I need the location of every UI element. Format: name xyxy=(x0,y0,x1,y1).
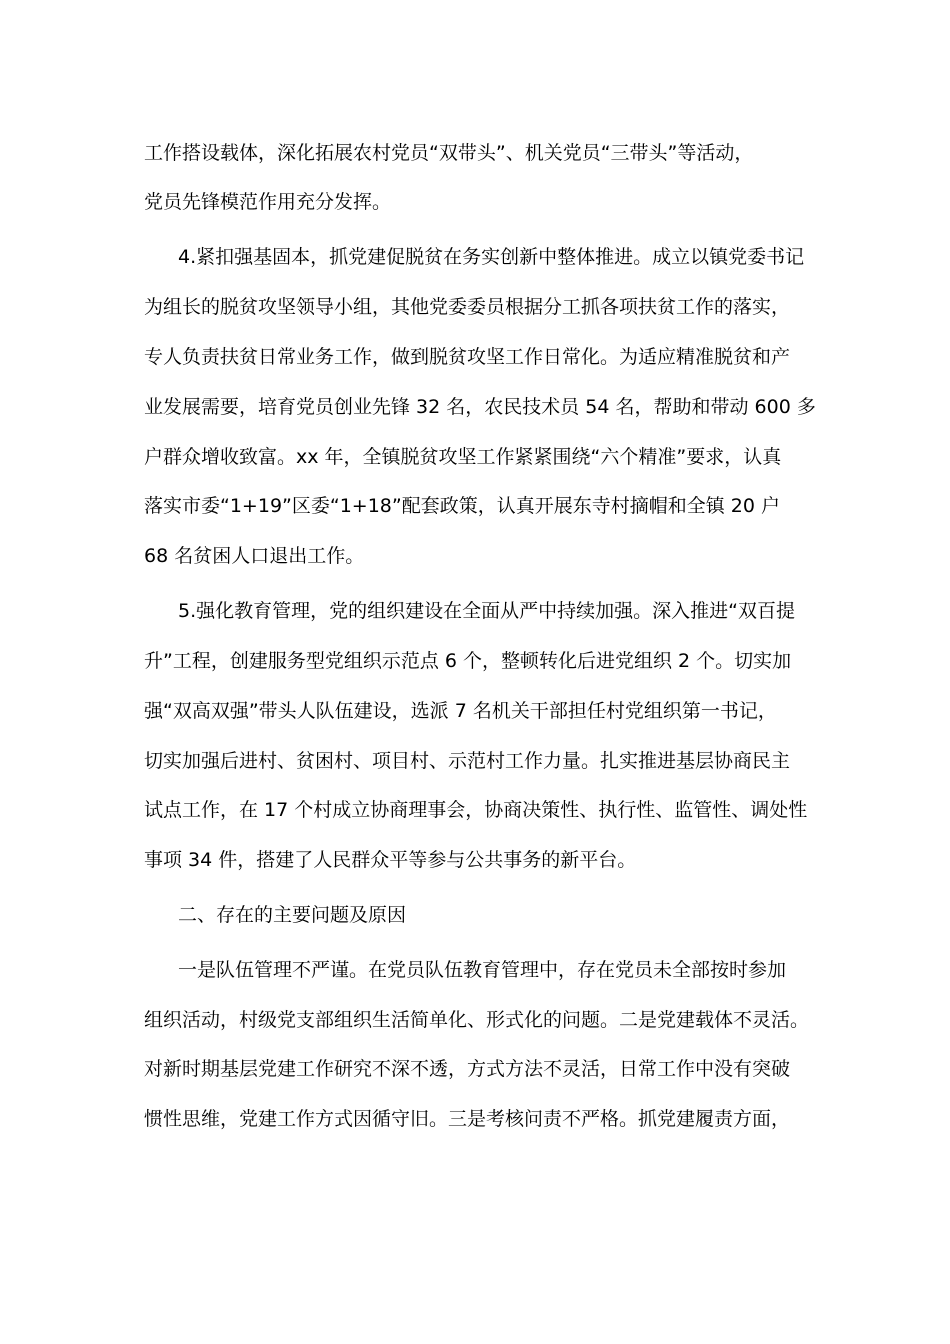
text-line: 试点工作，在 17 个村成立协商理事会，协商决策性、执行性、监管性、调处性 xyxy=(144,799,808,821)
text-line: 切实加强后进村、贫困村、项目村、示范村工作力量。扎实推进基层协商民主 xyxy=(144,750,791,772)
text-line: 业发展需要，培育党员创业先锋 32 名，农民技术员 54 名，帮助和带动 600 多 xyxy=(144,396,816,418)
paragraph-start-line: 一是队伍管理不严谨。在党员队伍教育管理中，存在党员未全部按时参加 xyxy=(178,959,787,981)
text-line: 党员先锋模范作用充分发挥。 xyxy=(144,191,392,213)
text-line: 68 名贫困人口退出工作。 xyxy=(144,545,365,567)
text-line: 落实市委“1+19”区委“1+18”配套政策，认真开展东寺村摘帽和全镇 20 户 xyxy=(144,495,781,517)
text-line: 户群众增收致富。xx 年，全镇脱贫攻坚工作紧紧围绕“六个精准”要求，认真 xyxy=(144,446,782,468)
text-line: 组织活动，村级党支部组织生活简单化、形式化的问题。二是党建载体不灵活。 xyxy=(144,1009,810,1031)
text-line: 惯性思维，党建工作方式因循守旧。三是考核问责不严格。抓党建履责方面， xyxy=(144,1108,791,1130)
text-line: 工作搭设载体，深化拓展农村党员“双带头”、机关党员“三带头”等活动， xyxy=(144,142,754,164)
text-line: 强“双高双强”带头人队伍建设，选派 7 名机关干部担任村党组织第一书记， xyxy=(144,700,777,722)
section-heading: 二、存在的主要问题及原因 xyxy=(178,904,407,926)
text-line: 专人负责扶贫日常业务工作，做到脱贫攻坚工作日常化。为适应精准脱贫和产 xyxy=(144,346,791,368)
text-line: 对新时期基层党建工作研究不深不透，方式方法不灵活，日常工作中没有突破 xyxy=(144,1058,791,1080)
text-line: 事项 34 件，搭建了人民群众平等参与公共事务的新平台。 xyxy=(144,849,637,871)
paragraph-start-line: 4.紧扣强基固本，抓党建促脱贫在务实创新中整体推进。成立以镇党委书记 xyxy=(178,246,805,268)
text-line: 为组长的脱贫攻坚领导小组，其他党委委员根据分工抓各项扶贫工作的落实， xyxy=(144,296,791,318)
text-line: 升”工程，创建服务型党组织示范点 6 个，整顿转化后进党组织 2 个。切实加 xyxy=(144,650,792,672)
paragraph-start-line: 5.强化教育管理，党的组织建设在全面从严中持续加强。深入推进“双百提 xyxy=(178,600,795,622)
